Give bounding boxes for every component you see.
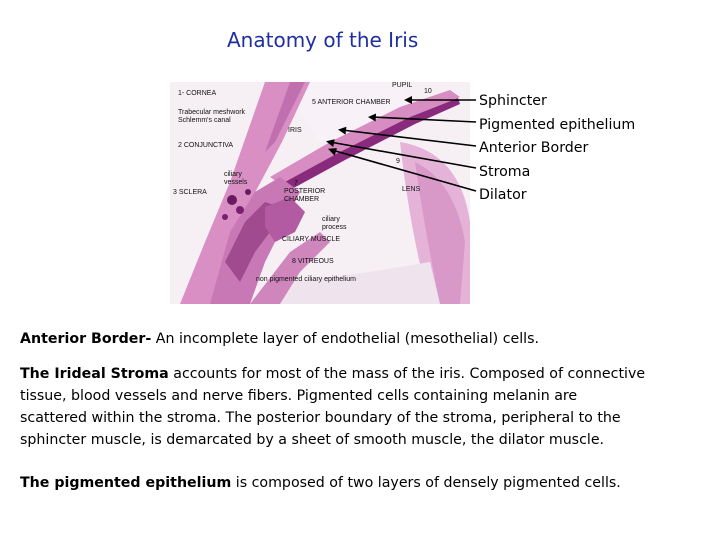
anterior-chamber-label: 5 ANTERIOR CHAMBER <box>312 99 391 106</box>
schlemm-label: Schlemm's canal <box>178 117 231 124</box>
sclera-label: 3 SCLERA <box>173 189 207 196</box>
pigmented-epithelium-term: The pigmented epithelium <box>20 475 232 491</box>
pigmented-epithelium-text: is composed of two layers of densely pigmented cells. <box>231 475 621 491</box>
ciliary-vessels-label: ciliary <box>224 171 242 178</box>
pigmented-epithelium-arrow <box>372 117 476 122</box>
callout-sphincter: Sphincter <box>479 93 547 109</box>
dilator-arrow <box>332 150 476 191</box>
ciliary-process-label: ciliary <box>322 216 340 223</box>
pigmented-epithelium-paragraph <box>20 473 621 495</box>
page-title: Anatomy of the Iris <box>227 28 419 52</box>
callout-dilator: Dilator <box>479 187 527 204</box>
anterior-border-term: Anterior Border- <box>20 331 152 347</box>
iris-label: IRIS <box>288 127 302 134</box>
vitreous-label: 8 VITREOUS <box>292 258 334 265</box>
ciliary-process-label-2: process <box>322 224 347 231</box>
pupil-label: PUPIL <box>392 82 413 89</box>
cornea-label: 1- CORNEA <box>178 90 217 97</box>
callout-pigmented-epithelium: Pigmented epithelium <box>479 116 636 133</box>
non-pigmented-epithelium-label: non pigmented ciliary epithelium <box>256 276 356 283</box>
stroma-term: The Irideal Stroma <box>20 366 169 382</box>
anterior-border-arrow <box>342 130 476 146</box>
posterior-chamber-label: POSTERIOR <box>284 188 326 195</box>
trabecular-label: Trabecular meshwork <box>178 109 246 116</box>
pupil-number: 10 <box>424 88 432 95</box>
anterior-border-paragraph <box>20 329 539 351</box>
num9-label: 9 <box>396 158 400 165</box>
stroma-text-line-4: sphincter muscle, is demarcated by a sheet of smooth muscle, the dilator muscle. <box>20 432 605 448</box>
ciliary-vessels-label-2: vessels <box>224 179 248 186</box>
posterior-chamber-label-2: CHAMBER <box>284 196 320 203</box>
posterior-chamber-number: 7 <box>294 180 298 187</box>
callout-stroma: Stroma <box>479 163 531 180</box>
stroma-text-line-1: accounts for most of the mass of the iris. Composed of connective <box>168 366 646 382</box>
stroma-text-line-3: scattered within the stroma. The posterior boundary of the stroma, peripheral to the <box>20 410 621 426</box>
callout-label-list <box>479 90 635 208</box>
callout-anterior-border: Anterior Border <box>479 140 589 157</box>
stroma-text-line-2: tissue, blood vessels and nerve fibers. Pigmented cells containing melanin are <box>20 388 578 404</box>
anterior-border-text: An incomplete layer of endothelial (mesothelial) cells. <box>151 331 540 347</box>
lens-label: LENS <box>402 186 421 193</box>
stroma-paragraph-line-1 <box>20 364 645 386</box>
ciliary-muscle-label: CILIARY MUSCLE <box>282 236 341 243</box>
conjunctiva-label: 2 CONJUNCTIVA <box>178 142 234 149</box>
